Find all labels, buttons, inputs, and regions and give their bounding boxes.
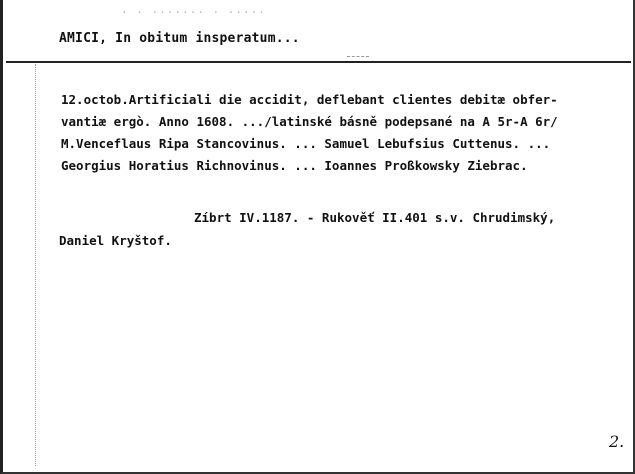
header-rule (6, 61, 631, 63)
faint-header-text: · · ······· · ····· (121, 6, 266, 19)
body-line: 12.octob.Artificiali die accidit, deflebant clientes debitæ obfer- (61, 92, 558, 107)
card-heading: AMICI, In obitum insperatum... (59, 31, 300, 46)
pen-mark (347, 56, 369, 59)
card-body (61, 89, 621, 177)
body-line: M.Venceflaus Ripa Stancovinus. ... Samuel Lebufsius Cuttenus. ... (61, 136, 551, 151)
body-line: Georgius Horatius Richnovinus. ... Ioannes Proßkowsky Ziebrac. (61, 158, 528, 173)
margin-line (35, 64, 36, 466)
page-number: 2. (609, 432, 625, 451)
source-reference: Zíbrt IV.1187. - Rukověť II.401 s.v. Chrudimský, (194, 210, 556, 225)
author-name: Daniel Kryštof. (59, 233, 172, 248)
body-line: vantiæ ergò. Anno 1608. .../latinské básně podepsané na A 5r-A 6r/ (61, 114, 558, 129)
